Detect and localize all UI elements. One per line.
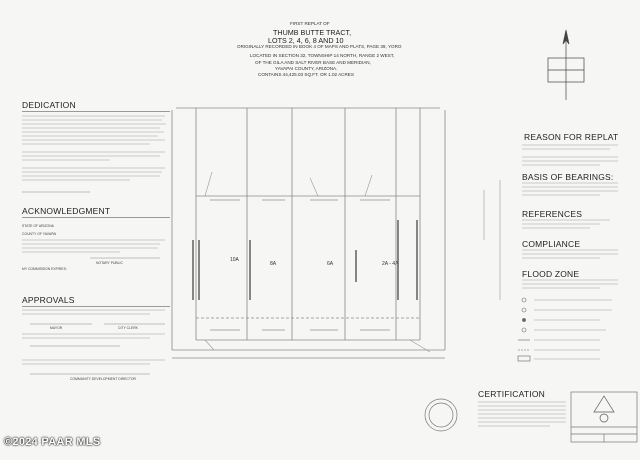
- ack-notary: NOTARY PUBLIC: [96, 261, 123, 265]
- approval-city-clerk: CITY CLERK: [118, 326, 138, 330]
- title-line-3: LOTS 2, 4, 6, 8 AND 10: [268, 36, 344, 45]
- approval-mayor: MAYOR: [50, 326, 63, 330]
- lot-8a-label: 8A: [270, 261, 277, 267]
- title-line-4: ORIGINALLY RECORDED IN BOOK 4 OF MAPS AND PLATS, PAGE 39, YORO: [237, 44, 402, 49]
- title-line-7: YAVAPAI COUNTY, ARIZONA.: [275, 66, 338, 71]
- basis-heading: BASIS OF BEARINGS:: [522, 172, 614, 182]
- ack-county: COUNTY OF YAVAPAI: [22, 232, 57, 236]
- mls-watermark: ©2024 PAAR MLS: [4, 436, 101, 448]
- approvals-heading: APPROVALS: [22, 295, 75, 305]
- lot-2a-4a-label: 2A - 4A: [382, 261, 399, 267]
- dedication-heading: DEDICATION: [22, 100, 76, 110]
- title-line-6: OF THE GILA AND SALT RIVER BASE AND MERIDIAN,: [255, 60, 371, 65]
- acknowledgment-heading: ACKNOWLEDGMENT: [22, 206, 111, 216]
- reason-heading: REASON FOR REPLAT: [524, 132, 619, 142]
- ack-commission: MY COMMISSION EXPIRES:: [22, 267, 67, 271]
- references-heading: REFERENCES: [522, 209, 583, 219]
- flood-heading: FLOOD ZONE: [522, 269, 580, 279]
- certification-heading: CERTIFICATION: [478, 389, 545, 399]
- lot-6a-label: 6A: [327, 261, 334, 267]
- title-line-2: THUMB BUTTE TRACT,: [273, 28, 352, 37]
- title-line-5: LOCATED IN SECTION 32, TOWNSHIP 14 NORTH, RANGE 2 WEST,: [250, 53, 395, 58]
- title-line-8: CONTAINS 44,425.03 SQ.FT. OR 1.02 ACRES: [258, 72, 354, 77]
- ack-state: STATE OF ARIZONA: [22, 224, 54, 228]
- approval-director: COMMUNITY DEVELOPMENT DIRECTOR: [70, 377, 136, 381]
- title-line-1: FIRST REPLAT OF: [290, 21, 330, 26]
- compliance-heading: COMPLIANCE: [522, 239, 581, 249]
- lot-10a-label: 10A: [230, 257, 239, 263]
